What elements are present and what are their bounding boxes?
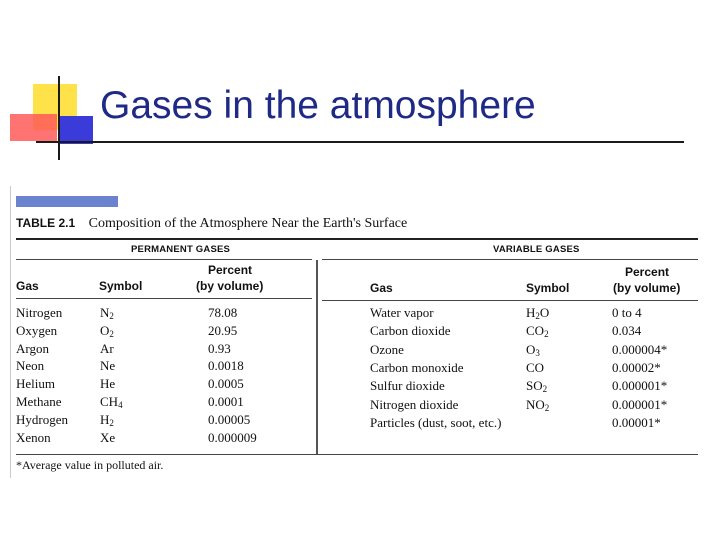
perm-gas-symbol: Xe: [100, 429, 116, 445]
table-body: [11, 186, 713, 478]
perm-gas-name: Helium: [16, 376, 55, 392]
perm-col-gas: Gas: [16, 279, 39, 293]
var-gas-percent: 0.000001*: [612, 396, 668, 412]
perm-gas-name: Argon: [16, 340, 49, 356]
var-gas-name: Nitrogen dioxide: [370, 396, 459, 412]
var-gas-symbol: CO: [526, 359, 545, 375]
perm-col-by-volume: (by volume): [196, 279, 264, 293]
slide-title: Gases in the atmosphere: [100, 84, 536, 127]
perm-gas-percent: 0.000009: [208, 429, 257, 445]
perm-gas-name: Xenon: [16, 429, 51, 445]
var-col-percent: Percent: [625, 265, 670, 279]
perm-gas-name: Neon: [16, 358, 45, 374]
perm-col-percent: Percent: [208, 263, 253, 277]
table-bottom-rule: [16, 454, 698, 455]
table-footnote: *Average value in polluted air.: [16, 458, 164, 472]
perm-gas-name: Hydrogen: [16, 411, 68, 427]
var-gas-name: Ozone: [370, 341, 404, 357]
var-gas-percent: 0.00002*: [612, 359, 661, 375]
var-col-symbol: Symbol: [526, 281, 570, 295]
perm-gas-symbol: $N_2$: [100, 305, 114, 321]
var-gas-percent: 0.034: [612, 323, 642, 339]
perm-gas-percent: 0.0001: [208, 394, 244, 409]
table-figure: [10, 186, 713, 478]
decor-red-square: [10, 114, 57, 141]
var-gas-name: Sulfur dioxide: [370, 378, 445, 394]
perm-gas-name: Nitrogen: [16, 305, 63, 320]
perm-gas-name: Oxygen: [16, 322, 58, 338]
perm-gas-percent: 78.08: [208, 305, 238, 320]
title-underline: [36, 141, 684, 143]
table-number: TABLE 2.1: [16, 216, 76, 230]
var-gas-percent: 0.000001*: [612, 378, 668, 394]
perm-gas-name: Methane: [16, 394, 62, 409]
var-gas-name: Water vapor: [370, 305, 434, 320]
var-gas-name: Carbon monoxide: [370, 359, 464, 375]
decor-vertical-line: [58, 76, 60, 160]
var-gas-symbol: $H_2O$: [526, 305, 550, 321]
var-gas-symbol: $O_3$: [526, 341, 540, 358]
var-col-gas: Gas: [370, 281, 393, 295]
var-gas-symbol: $SO_2$: [526, 378, 548, 395]
var-col-by-volume: (by volume): [613, 281, 681, 295]
perm-gas-percent: 0.0018: [208, 358, 244, 374]
var-gas-symbol: $CO_2$: [526, 323, 549, 340]
perm-gas-symbol: $CH_4$: [100, 394, 123, 410]
perm-gas-percent: 20.95: [208, 322, 238, 338]
var-gas-name: Carbon dioxide: [370, 323, 451, 339]
perm-gas-symbol: Ar: [100, 340, 114, 356]
var-gas-percent: 0 to 4: [612, 305, 642, 320]
perm-col-symbol: Symbol: [99, 279, 143, 293]
perm-gas-percent: 0.0005: [208, 376, 244, 392]
var-gas-percent: 0.000004*: [612, 341, 668, 357]
perm-gas-symbol: He: [100, 376, 116, 392]
variable-gases-heading: VARIABLE GASES: [493, 244, 580, 255]
table-caption-text: Composition of the Atmosphere Near the Earth's Surface: [88, 216, 408, 231]
var-gas-symbol: $NO_2$: [526, 396, 550, 413]
perm-gas-symbol: Ne: [100, 358, 116, 374]
var-gas-percent: 0.00001*: [612, 414, 661, 430]
permanent-gases-heading: PERMANENT GASES: [131, 244, 231, 255]
var-gas-name: Particles (dust, soot, etc.): [370, 414, 502, 430]
decor-blue-square: [58, 116, 93, 144]
perm-gas-percent: 0.00005: [208, 411, 251, 427]
perm-gas-symbol: $O_2$: [100, 322, 114, 339]
perm-gas-percent: 0.93: [208, 340, 231, 356]
perm-gas-symbol: $H_2$: [100, 411, 114, 428]
